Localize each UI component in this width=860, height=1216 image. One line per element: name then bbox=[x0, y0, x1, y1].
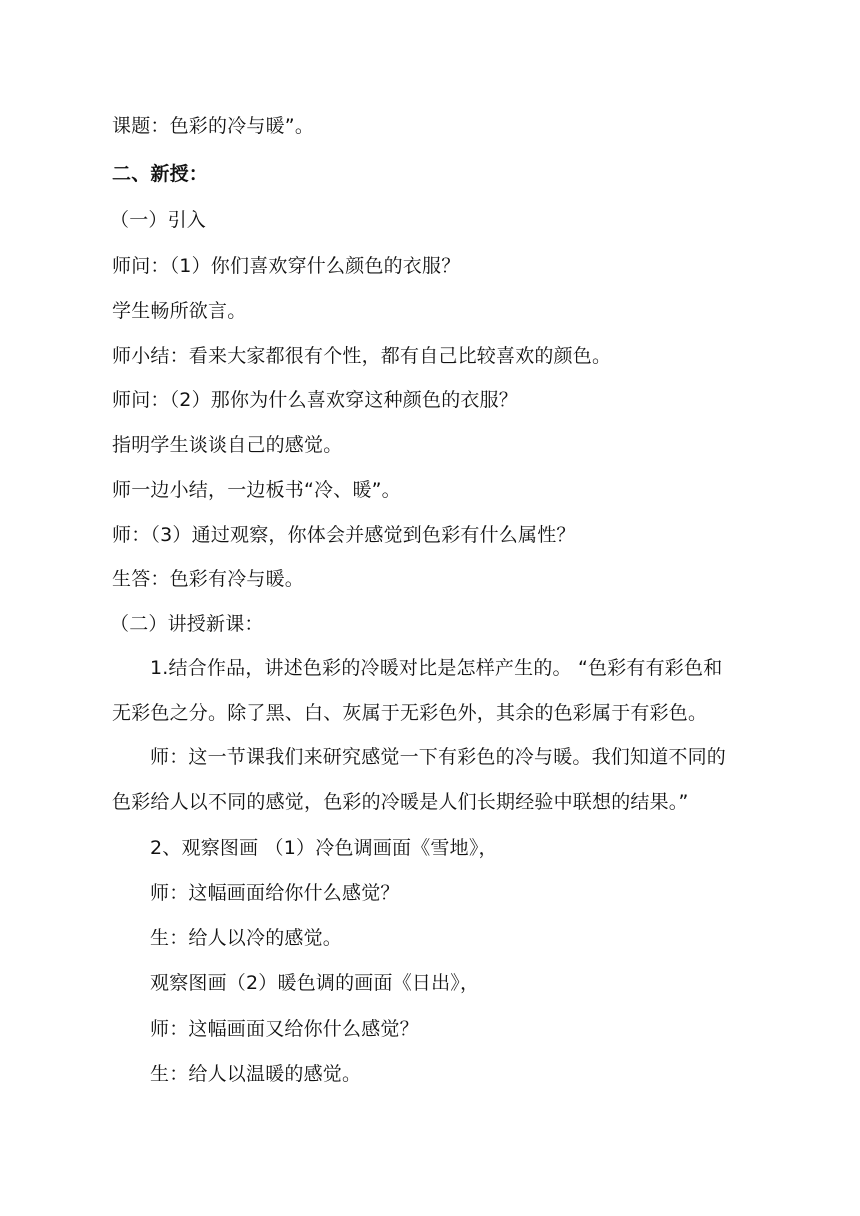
text-line: 师一边小结，一边板书“冷、暖”。 bbox=[112, 479, 401, 501]
text-line: 生答：色彩有冷与暖。 bbox=[112, 568, 305, 590]
text-line: 师问：（2）那你为什么喜欢穿这种颜色的衣服？ bbox=[112, 389, 518, 411]
section-heading-new-lesson: 二、新授： bbox=[112, 163, 209, 185]
subsection-heading-intro: （一）引入 bbox=[110, 209, 207, 231]
paragraph-line: 师：这一节课我们来研究感觉一下有彩色的冷与暖。我们知道不同的 bbox=[150, 746, 727, 768]
lesson-title-line: 课题：色彩的冷与暖”。 bbox=[112, 115, 315, 137]
text-line: 学生畅所欲言。 bbox=[112, 300, 247, 322]
text-line: 师：这幅画面又给你什么感觉？ bbox=[150, 1018, 419, 1040]
text-line: 师：（3）通过观察，你体会并感觉到色彩有什么属性？ bbox=[112, 524, 576, 546]
subsection-heading-new-content: （二）讲授新课： bbox=[110, 613, 264, 635]
text-line: 师：这幅画面给你什么感觉？ bbox=[150, 882, 400, 904]
paragraph-line: 色彩给人以不同的感觉，色彩的冷暖是人们长期经验中联想的结果。” bbox=[112, 791, 689, 813]
text-line: 2、观察图画 （1）冷色调画面《雪地》， bbox=[150, 837, 498, 859]
paragraph-line: 无彩色之分。除了黑、白、灰属于无彩色外，其余的色彩属于有彩色。 bbox=[112, 702, 708, 724]
text-line: 师问：（1）你们喜欢穿什么颜色的衣服？ bbox=[112, 255, 461, 277]
text-line: 观察图画（2）暖色调的画面《日出》， bbox=[150, 972, 480, 994]
text-line: 师小结：看来大家都很有个性，都有自己比较喜欢的颜色。 bbox=[112, 345, 612, 367]
paragraph-line: 1.结合作品，讲述色彩的冷暖对比是怎样产生的。 “色彩有有彩色和 bbox=[150, 657, 723, 679]
text-line: 生：给人以冷的感觉。 bbox=[150, 927, 343, 949]
text-line: 指明学生谈谈自己的感觉。 bbox=[112, 434, 343, 456]
text-line: 生：给人以温暖的感觉。 bbox=[150, 1063, 362, 1085]
